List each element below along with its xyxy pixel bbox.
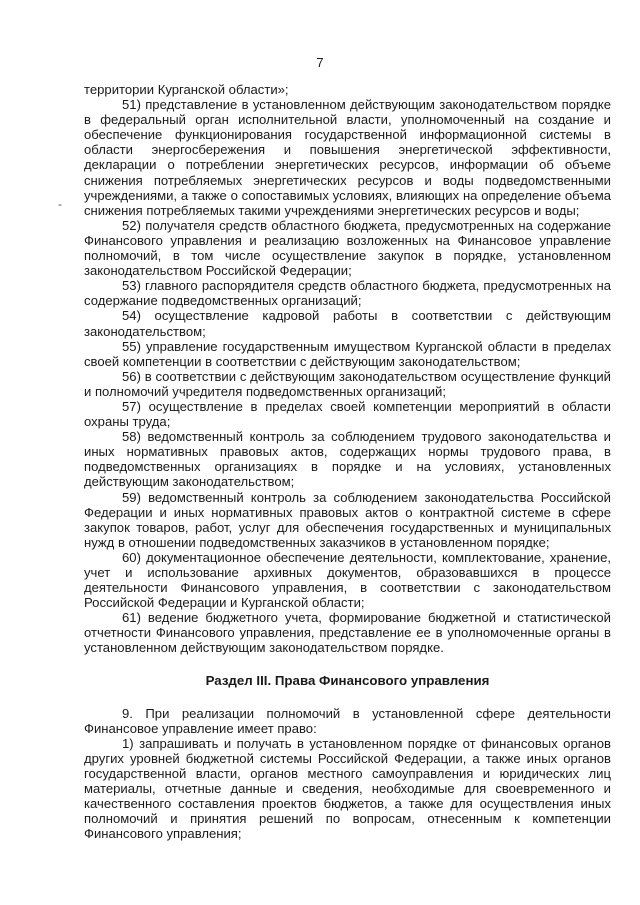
paragraph-item-59: 59) ведомственный контроль за соблюдением законодательства Российской Федерации и иных нормативных правовых актов о контрактной системе в сфере закупок товаров, работ, услуг для обеспечения государственных и муниципальных нужд в отношении подведомственных заказчиков в установленном порядке; (84, 489, 611, 550)
paragraph-item-57: 57) осуществление в пределах своей компетенции мероприятий в области охраны труда; (84, 398, 611, 430)
paragraph-item-55: 55) управление государственным имуществом Курганской области в пределах своей компетенции в соответствии с действующим законодательством; (84, 338, 611, 369)
section-heading: Раздел III. Права Финансового управления (205, 672, 490, 688)
paragraph-item-54: 54) осуществление кадровой работы в соответствии с действующим законодательством; (84, 308, 611, 339)
page-number: 7 (316, 55, 324, 70)
document-body (84, 82, 611, 842)
paragraph-clause-9: 9. При реализации полномочий в установленной сфере деятельности Финансовое управление имеет право: (84, 705, 611, 736)
paragraph-item-52: 52) получателя средств областного бюджета, предусмотренных на содержание Финансового управления и реализацию возложенных на Финансовое управление полномочий, в том числе осуществление закупок в порядке, установленном законодательством Российской Федерации; (84, 217, 611, 279)
paragraph-continuation: территории Курганской области»; (84, 82, 289, 97)
paragraph-item-60: 60) документационное обеспечение деятельности, комплектование, хранение, учет и использование архивных документов, образовавшихся в процессе деятельности Финансового управления, в соответствии с законодательством Российской Федерации и Курганской области; (84, 549, 611, 611)
margin-mark: - (58, 197, 62, 211)
paragraph-item-56: 56) в соответствии с действующим законодательством осуществление функций и полномочий учредителя подведомственных организаций; (84, 368, 611, 399)
paragraph-right-1: 1) запрашивать и получать в установленном порядке от финансовых органов других уровней бюджетной системы Российской Федерации, а также иных органов государственной власти, органов местного самоуправления и юридических лиц материалы, отчетные данные и сведения, необходимые для своевременного и качественного составления проектов бюджетов, а также для осуществления иных полномочий и принятия решений по вопросам, отнесенным к компетенции Финансового управления; (84, 735, 611, 842)
paragraph-item-51: 51) представление в установленном действующим законодательством порядке в федеральный орган исполнительной власти, уполномоченный на создание и обеспечение функционирования государственной информационной системы в области энергосбережения и повышения энергетической эффективности, декларации о потреблении энергетических ресурсов, информации об объеме снижения потребляемых энергетических ресурсов и воды подведомственными учреждениями, а также о сопоставимых условиях, влияющих на определение объема снижения потребляемых такими учреждениями энергетических ресурсов и воды; (84, 97, 611, 218)
paragraph-item-53: 53) главного распорядителя средств областного бюджета, предусмотренных на содержание подведомственных организаций; (84, 278, 611, 309)
paragraph-item-58: 58) ведомственный контроль за соблюдением трудового законодательства и иных нормативных правовых актов, содержащих нормы трудового права, в подведомственных организациях в порядке и на условиях, установленных действующим законодательством; (84, 429, 611, 490)
paragraph-item-61: 61) ведение бюджетного учета, формирование бюджетной и статистической отчетности Финансового управления, представление ее в уполномоченные органы в установленном действующим законодательством порядке. (84, 610, 611, 656)
